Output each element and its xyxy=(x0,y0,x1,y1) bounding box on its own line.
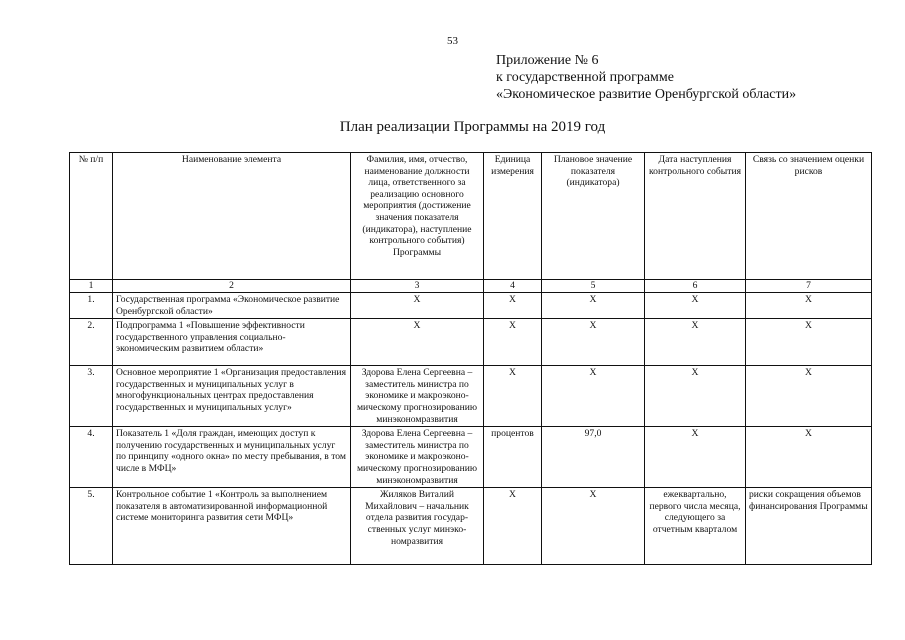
row-unit: X xyxy=(484,319,542,366)
row-planned: X xyxy=(542,366,645,427)
row-unit: X xyxy=(484,293,542,319)
row-responsible: Здорова Елена Сергеевна – заместитель министра по экономике и макроэкономическому прогнозированию минэкономразвития xyxy=(351,366,484,427)
row-risk: X xyxy=(746,427,872,488)
header-name: Наименование элемента xyxy=(113,153,351,280)
row-responsible: X xyxy=(351,293,484,319)
page-number: 53 xyxy=(447,35,458,47)
header-date: Дата наступления контрольного события xyxy=(645,153,746,280)
row-planned: X xyxy=(542,319,645,366)
column-number: 4 xyxy=(484,280,542,293)
column-number: 1 xyxy=(70,280,113,293)
column-number: 5 xyxy=(542,280,645,293)
row-num: 2. xyxy=(70,319,113,366)
row-date: X xyxy=(645,293,746,319)
column-number: 3 xyxy=(351,280,484,293)
column-number-row xyxy=(70,280,872,293)
column-number: 7 xyxy=(746,280,872,293)
row-num: 4. xyxy=(70,427,113,488)
column-number: 6 xyxy=(645,280,746,293)
header-planned: Плановое значение показателя (индикатора) xyxy=(542,153,645,280)
row-date: ежеквартально, первого числа месяца, следующего за отчетным кварталом xyxy=(645,488,746,565)
row-date: X xyxy=(645,366,746,427)
row-unit: X xyxy=(484,366,542,427)
row-risk: риски сокращения объемов финансирования Программы xyxy=(746,488,872,565)
appendix-line-2: к государственной программе xyxy=(496,70,674,85)
header-num: № п/п xyxy=(70,153,113,280)
row-unit: процентов xyxy=(484,427,542,488)
table-row xyxy=(70,488,872,565)
row-num: 1. xyxy=(70,293,113,319)
row-num: 3. xyxy=(70,366,113,427)
row-responsible: Жиляков Виталий Михайлович – начальник отдела развития государственных услуг минэкономразвития xyxy=(351,488,484,565)
table-row xyxy=(70,366,872,427)
column-number: 2 xyxy=(113,280,351,293)
header-row xyxy=(70,153,872,280)
row-num: 5. xyxy=(70,488,113,565)
row-date: X xyxy=(645,427,746,488)
row-name: Основное мероприятие 1 «Организация предоставления государственных и муниципальных услуг в многофункциональных центрах предоставления государственных и муниципальных услуг» xyxy=(113,366,351,427)
row-risk: X xyxy=(746,319,872,366)
header-risk: Связь со значением оценки рисков xyxy=(746,153,872,280)
header-responsible: Фамилия, имя, отчество, наименование должности лица, ответственного за реализацию основного мероприятия (достижение значения показателя (индикатора), наступление контрольного события) Программы xyxy=(351,153,484,280)
appendix-line-1: Приложение № 6 xyxy=(496,53,599,68)
row-planned: X xyxy=(542,293,645,319)
row-planned: 97,0 xyxy=(542,427,645,488)
row-unit: X xyxy=(484,488,542,565)
row-date: X xyxy=(645,319,746,366)
row-responsible: Здорова Елена Сергеевна – заместитель министра по экономике и макроэкономическому прогнозированию минэкономразвития xyxy=(351,427,484,488)
appendix-heading xyxy=(496,52,796,103)
row-name: Государственная программа «Экономическое развитие Оренбургской области» xyxy=(113,293,351,319)
table-row xyxy=(70,293,872,319)
plan-table xyxy=(69,152,872,565)
row-name: Контрольное событие 1 «Контроль за выполнением показателя в автоматизированной информационной системе мониторинга развития сети МФЦ» xyxy=(113,488,351,565)
row-planned: X xyxy=(542,488,645,565)
plan-title: План реализации Программы на 2019 год xyxy=(339,119,606,135)
appendix-line-3: «Экономическое развитие Оренбургской области» xyxy=(496,87,797,102)
row-risk: X xyxy=(746,293,872,319)
table-row xyxy=(70,427,872,488)
row-risk: X xyxy=(746,366,872,427)
row-name: Подпрограмма 1 «Повышение эффективности государственного управления социально-экономическим развитием области» xyxy=(113,319,351,366)
row-responsible: X xyxy=(351,319,484,366)
table-row xyxy=(70,319,872,366)
row-name: Показатель 1 «Доля граждан, имеющих доступ к получению государственных и муниципальных услуг по принципу «одного окна» по месту пребывания, в том числе в МФЦ» xyxy=(113,427,351,488)
header-unit: Единица измерения xyxy=(484,153,542,280)
